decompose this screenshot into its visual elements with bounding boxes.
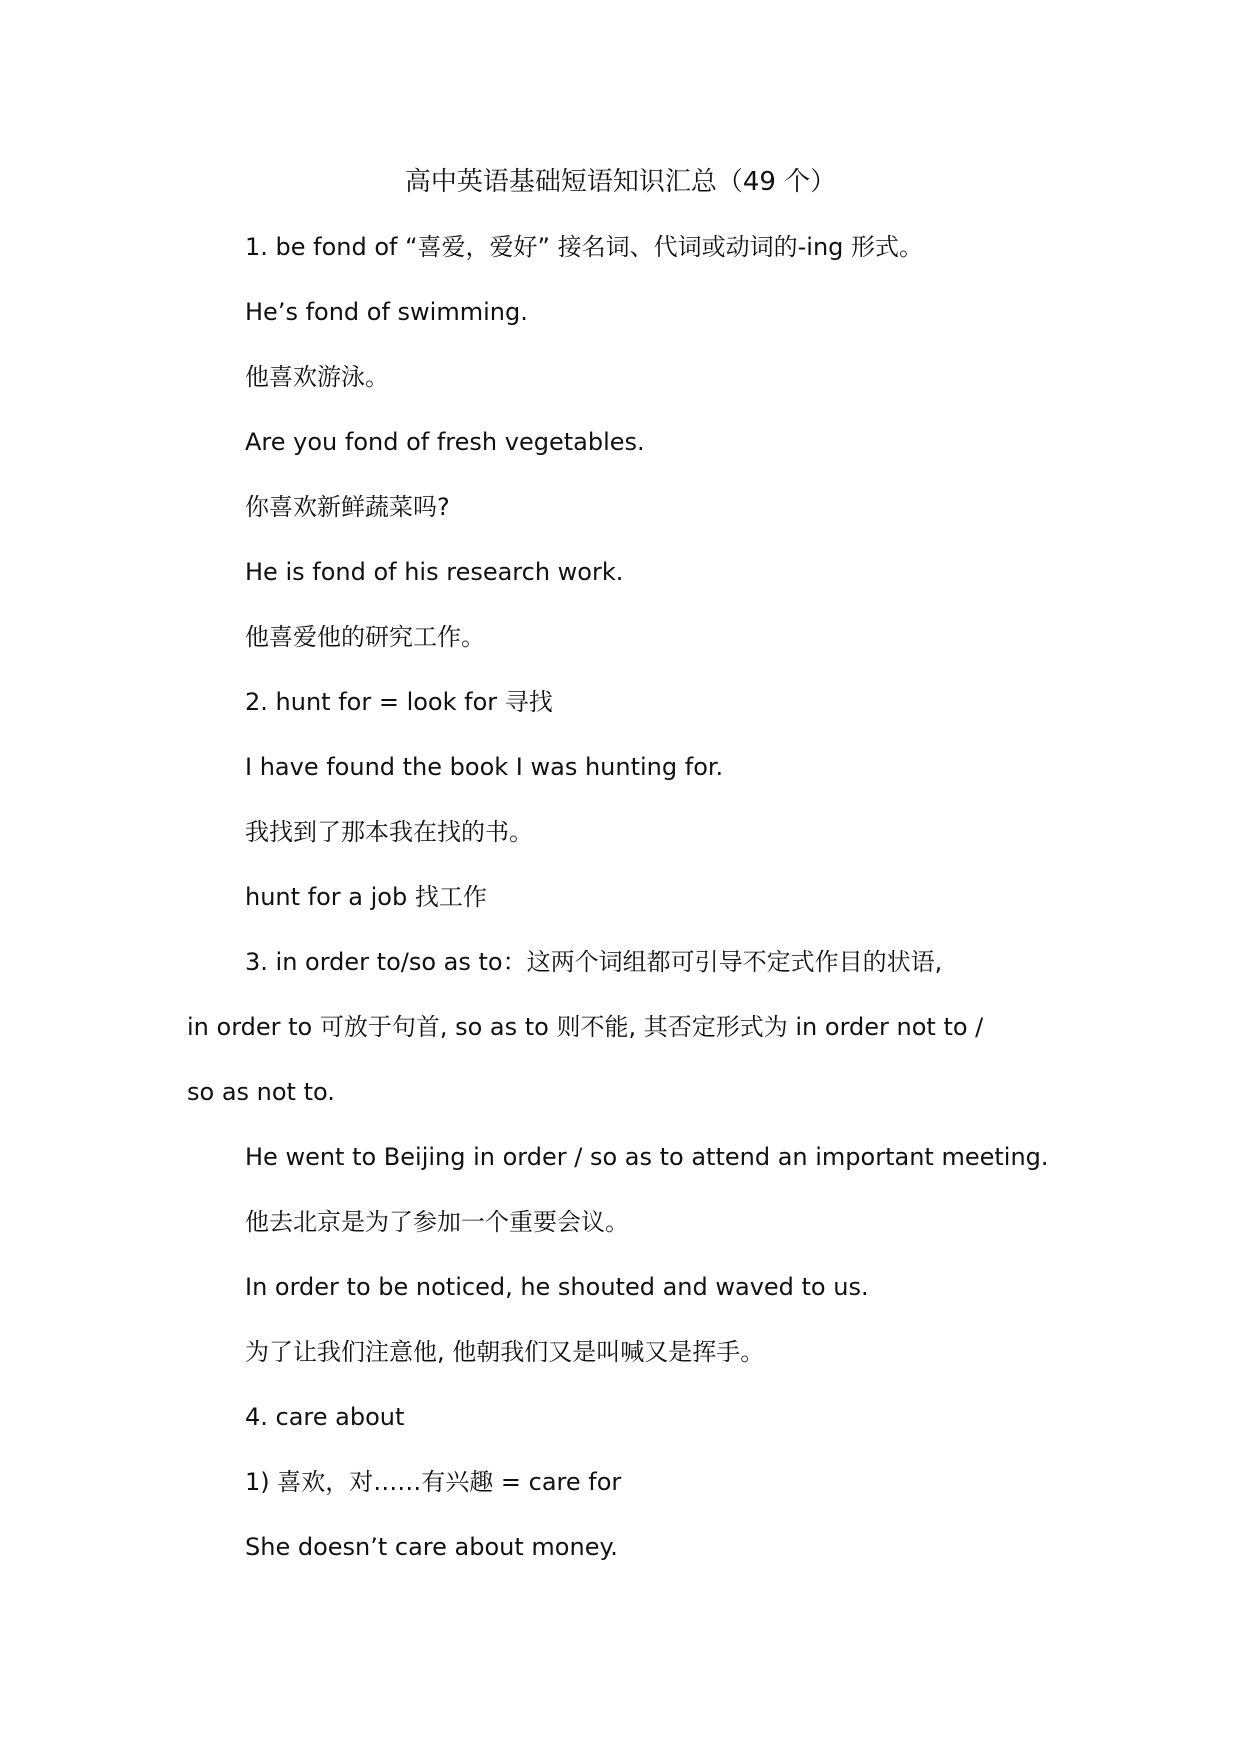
entry-3-explanation: in order to 可放于句首, so as to 则不能, 其否定形式为 in order not to / [187, 1013, 984, 1041]
example-sentence: Are you fond of fresh vegetables. [245, 428, 645, 456]
example-translation: 为了让我们注意他, 他朝我们又是叫喊又是挥手。 [245, 1338, 765, 1366]
example-translation: 我找到了那本我在找的书。 [245, 818, 533, 846]
entry-4-heading: 4. care about [245, 1403, 405, 1431]
example-translation: 他喜爱他的研究工作。 [245, 623, 485, 651]
example-sentence: In order to be noticed, he shouted and waved to us. [245, 1273, 869, 1301]
entry-3-explanation: so as not to. [187, 1078, 335, 1106]
page-title: 高中英语基础短语知识汇总（49 个） [404, 167, 837, 197]
example-translation: 他去北京是为了参加一个重要会议。 [245, 1208, 629, 1236]
example-sentence: He is fond of his research work. [245, 558, 624, 586]
example-sentence: She doesn’t care about money. [245, 1533, 618, 1561]
example-sentence: He went to Beijing in order / so as to attend an important meeting. [245, 1143, 1049, 1171]
entry-2-heading: 2. hunt for = look for 寻找 [245, 688, 553, 716]
entry-1-heading: 1. be fond of “喜爱，爱好” 接名词、代词或动词的-ing 形式。 [245, 233, 924, 261]
example-sentence: I have found the book I was hunting for. [245, 753, 724, 781]
example-phrase: hunt for a job 找工作 [245, 883, 487, 911]
entry-4-sense-1: 1) 喜欢，对……有兴趣 = care for [245, 1468, 622, 1496]
example-translation: 他喜欢游泳。 [245, 363, 389, 391]
entry-3-heading: 3. in order to/so as to：这两个词组都可引导不定式作目的状语, [245, 948, 943, 976]
example-sentence: He’s fond of swimming. [245, 298, 528, 326]
example-translation: 你喜欢新鲜蔬菜吗? [245, 493, 450, 521]
